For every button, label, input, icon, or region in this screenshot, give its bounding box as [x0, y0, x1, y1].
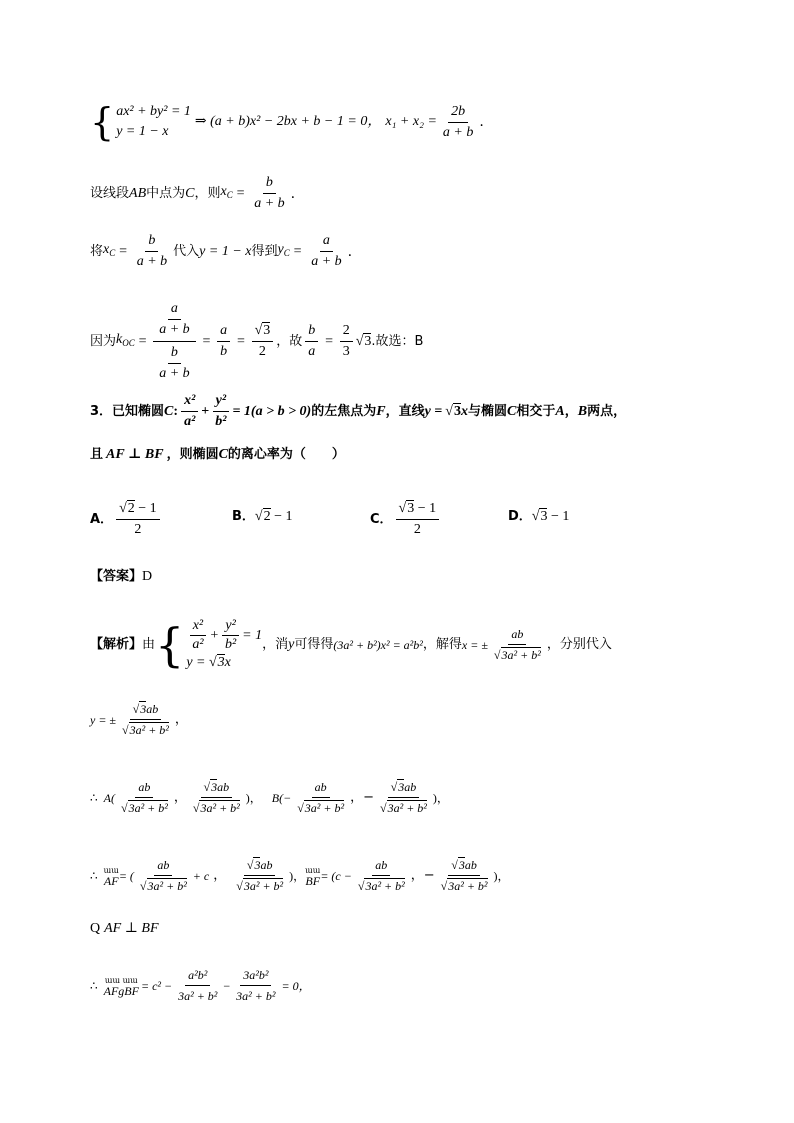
condition: = 1(a > b > 0) [232, 403, 312, 419]
minus: − [223, 978, 231, 993]
question-3-line-1 [90, 392, 626, 431]
solution-line-4 [90, 300, 423, 383]
text: ，解得 [422, 636, 462, 652]
comma: ， [213, 867, 227, 883]
point-b: B(− [271, 790, 292, 805]
period: . [290, 185, 296, 202]
equals-zero: = 0， [281, 978, 311, 993]
option-d[interactable] [508, 508, 569, 526]
text: ，消 [262, 636, 289, 652]
text: 由 [142, 636, 156, 652]
option-d-value: √3 − 1 [531, 509, 570, 524]
solution-line-3 [90, 232, 352, 271]
because-symbol: Q [90, 921, 101, 936]
sqrt3: √3 [445, 403, 461, 419]
therefore-symbol: ∴ [90, 978, 98, 993]
equals: = [324, 333, 334, 349]
a-over-b: $\frac{a}{b}$ [217, 322, 230, 361]
plus: + [201, 403, 210, 419]
equals: = (c − [320, 868, 352, 883]
quadratic-equation: (3a² + b²)x² = a²b² [333, 637, 423, 652]
text: 的离心率为（ ） [227, 447, 345, 462]
solution-line-1 [90, 102, 484, 142]
points-line [90, 778, 449, 817]
comma: ， [174, 711, 188, 727]
text: 相交于 [516, 403, 556, 419]
math-c: C [218, 447, 228, 462]
vector-af: ɯɯ AF [103, 865, 119, 888]
option-b-value: √2 − 1 [254, 509, 293, 524]
b-over-a: $\frac{b}{a}$ [305, 322, 318, 361]
fraction: $\frac{ab}{\text{√3a² + b²}}$ [357, 858, 405, 893]
vectors-line [90, 856, 510, 895]
x-equals: x = ± [461, 637, 488, 652]
vector-dot-product: ɯɯ ɯɯ AFgBF [103, 975, 139, 998]
comma: ，− [410, 867, 435, 883]
therefore-symbol: ∴ [90, 868, 98, 883]
text: 与椭圆 [467, 403, 507, 419]
text: ，直线 [385, 403, 425, 419]
analysis-label: 【解析】 [90, 636, 143, 652]
sum-lhs: x₁ + x₂ = [385, 114, 437, 129]
fraction: $\frac{√3ab}{\text{√3a² + b²}}$ [192, 780, 240, 815]
sqrt3-over-2: $\frac{√3}{2}$ [252, 322, 274, 361]
yc-fraction: $\frac{a}{a + b}$ [311, 233, 342, 269]
math-x: x [460, 403, 468, 419]
perp-condition: AF ⊥ BF [106, 447, 164, 462]
close-paren: )， [245, 790, 262, 805]
question-number: 3．已知椭圆 [90, 403, 165, 419]
text: ，故 [276, 333, 303, 349]
text: 的左焦点为 [311, 403, 377, 419]
y-solution-fraction: $\frac{√3ab}{\text{√3a² + b²}}$ [122, 702, 169, 737]
text: 得到 [251, 243, 278, 259]
xc-fraction: $\frac{b}{a + b}$ [254, 175, 285, 211]
perp-line [90, 920, 159, 938]
option-c-value: $\frac{√3 - 1}{2}$ [396, 500, 440, 539]
fraction: $\frac{ab}{\text{√3a² + b²}}$ [297, 780, 345, 815]
option-a[interactable] [90, 500, 163, 539]
close-paren: )， [493, 868, 510, 883]
brace: { [90, 100, 115, 144]
y-solution-line [90, 700, 188, 739]
equals: = [137, 333, 148, 349]
close-paren: )， [432, 790, 449, 805]
text: 设线段 [90, 185, 130, 201]
line-lhs: y = [424, 403, 443, 419]
close-paren: )， [289, 868, 306, 883]
math-b: B [577, 403, 588, 419]
option-b[interactable] [232, 508, 293, 526]
brace: { [155, 617, 185, 672]
solution-line-2 [90, 174, 295, 213]
colon: : [173, 403, 179, 419]
text: 两点， [587, 403, 627, 419]
option-label: C． [370, 511, 393, 527]
text: ，分别代入 [546, 636, 612, 652]
fraction: $\frac{√3ab}{\text{√3a² + b²}}$ [440, 858, 488, 893]
equals: = [292, 243, 303, 259]
dot-product-line [90, 966, 311, 1005]
text: 因为 [90, 333, 117, 349]
equals: = [235, 185, 246, 201]
equals: = [201, 333, 212, 349]
analysis-line [90, 618, 612, 671]
text: 且 [90, 447, 104, 462]
text: 代入 [173, 243, 200, 259]
option-c[interactable] [370, 500, 442, 539]
math-xc: $x_C$ [220, 184, 233, 200]
fraction: $\frac{√3ab}{\text{√3a² + b²}}$ [380, 780, 427, 815]
text: ，则 [194, 185, 221, 201]
sqrt3: √3 [355, 333, 372, 349]
equation-system [116, 102, 191, 142]
math-c: C [185, 185, 195, 201]
system-eq-1: ax² + by² = 1 [116, 104, 191, 119]
y2-over-b2: $\frac{\text{y²}}{\text{b²}}$ [212, 392, 229, 431]
option-label: B． [232, 509, 255, 524]
text: ，则椭圆 [166, 447, 219, 462]
math-k-oc: $k_{OC}$ [116, 332, 135, 348]
equation-system: $\frac{\text{x²}}{\text{a²}}$ + $\frac{\text{y²}}{\text{b²}}$ = 1 y = √3x [186, 618, 263, 670]
perp-statement: AF ⊥ BF [104, 921, 159, 936]
answer-label: 【答案】 [90, 569, 143, 584]
line-equation: y = 1 − x [199, 243, 252, 259]
option-label: A． [90, 511, 114, 527]
comma: ， [173, 789, 187, 805]
fraction: $\frac{√3ab}{\text{√3a² + b²}}$ [236, 858, 284, 893]
y-equals: y = ± [90, 712, 117, 727]
equals: = ( [118, 868, 134, 883]
fraction-numerator: 2b [448, 103, 468, 123]
fraction: $\frac{\text{a²b²}}{\text{3a² + b²}}$ [178, 968, 218, 1003]
answer-line [90, 568, 152, 586]
math-xc: $x_C$ [103, 242, 116, 258]
text: 中点为 [146, 185, 186, 201]
math-a: A [555, 403, 565, 419]
x-solution-fraction: $\frac{ab}{\text{√3a² + b²}}$ [493, 627, 541, 662]
equals: = c² − [140, 978, 173, 993]
text: 将 [90, 243, 104, 259]
xc-fraction: $\frac{b}{a + b}$ [136, 233, 168, 269]
comma: ，− [350, 789, 374, 805]
math-yc: $y_C$ [277, 242, 290, 258]
math-c: C [164, 403, 174, 419]
compound-fraction: $\frac{\frac{a}{a + b}}{\frac{b}{a + b}}$ [153, 300, 195, 383]
point-a: A( [103, 790, 115, 805]
math-ab: AB [129, 185, 147, 201]
equals: = [118, 243, 128, 259]
period: . [347, 243, 353, 260]
fraction-denominator: a + b [442, 124, 474, 140]
option-a-value: $\frac{√2 - 1}{2}$ [116, 500, 160, 539]
option-label: D． [508, 509, 532, 524]
comma: ， [564, 403, 578, 419]
question-3-line-2 [90, 446, 345, 464]
system-eq-2: y = 1 − x [116, 124, 169, 139]
period: . [479, 114, 484, 130]
equals: = [236, 333, 246, 349]
vector-bf: ɯɯ BF [305, 865, 321, 888]
math-f: F [376, 403, 386, 419]
sum-fraction [440, 103, 476, 142]
math-y: y [288, 636, 295, 652]
answer-value: D [142, 569, 153, 584]
fraction: $\frac{ab}{\text{√3a² + b²}}$ [120, 780, 168, 815]
two-thirds: $\frac{2}{3}$ [340, 322, 353, 361]
x2-over-a2: $\frac{\text{x²}}{\text{a²}}$ [181, 392, 198, 431]
text: .故选：B [371, 333, 424, 349]
fraction: $\frac{\text{3a²b²}}{\text{3a² + b²}}$ [236, 968, 276, 1003]
plus-c: + c [192, 868, 210, 883]
fraction: $\frac{ab}{\text{√3a² + b²}}$ [139, 858, 187, 893]
therefore-symbol: ∴ [90, 790, 98, 805]
math-c: C [507, 403, 517, 419]
text: 可得得 [294, 636, 334, 652]
implied-equation: ⇒ (a + b)x² − 2bx + b − 1 = 0， [194, 114, 382, 129]
